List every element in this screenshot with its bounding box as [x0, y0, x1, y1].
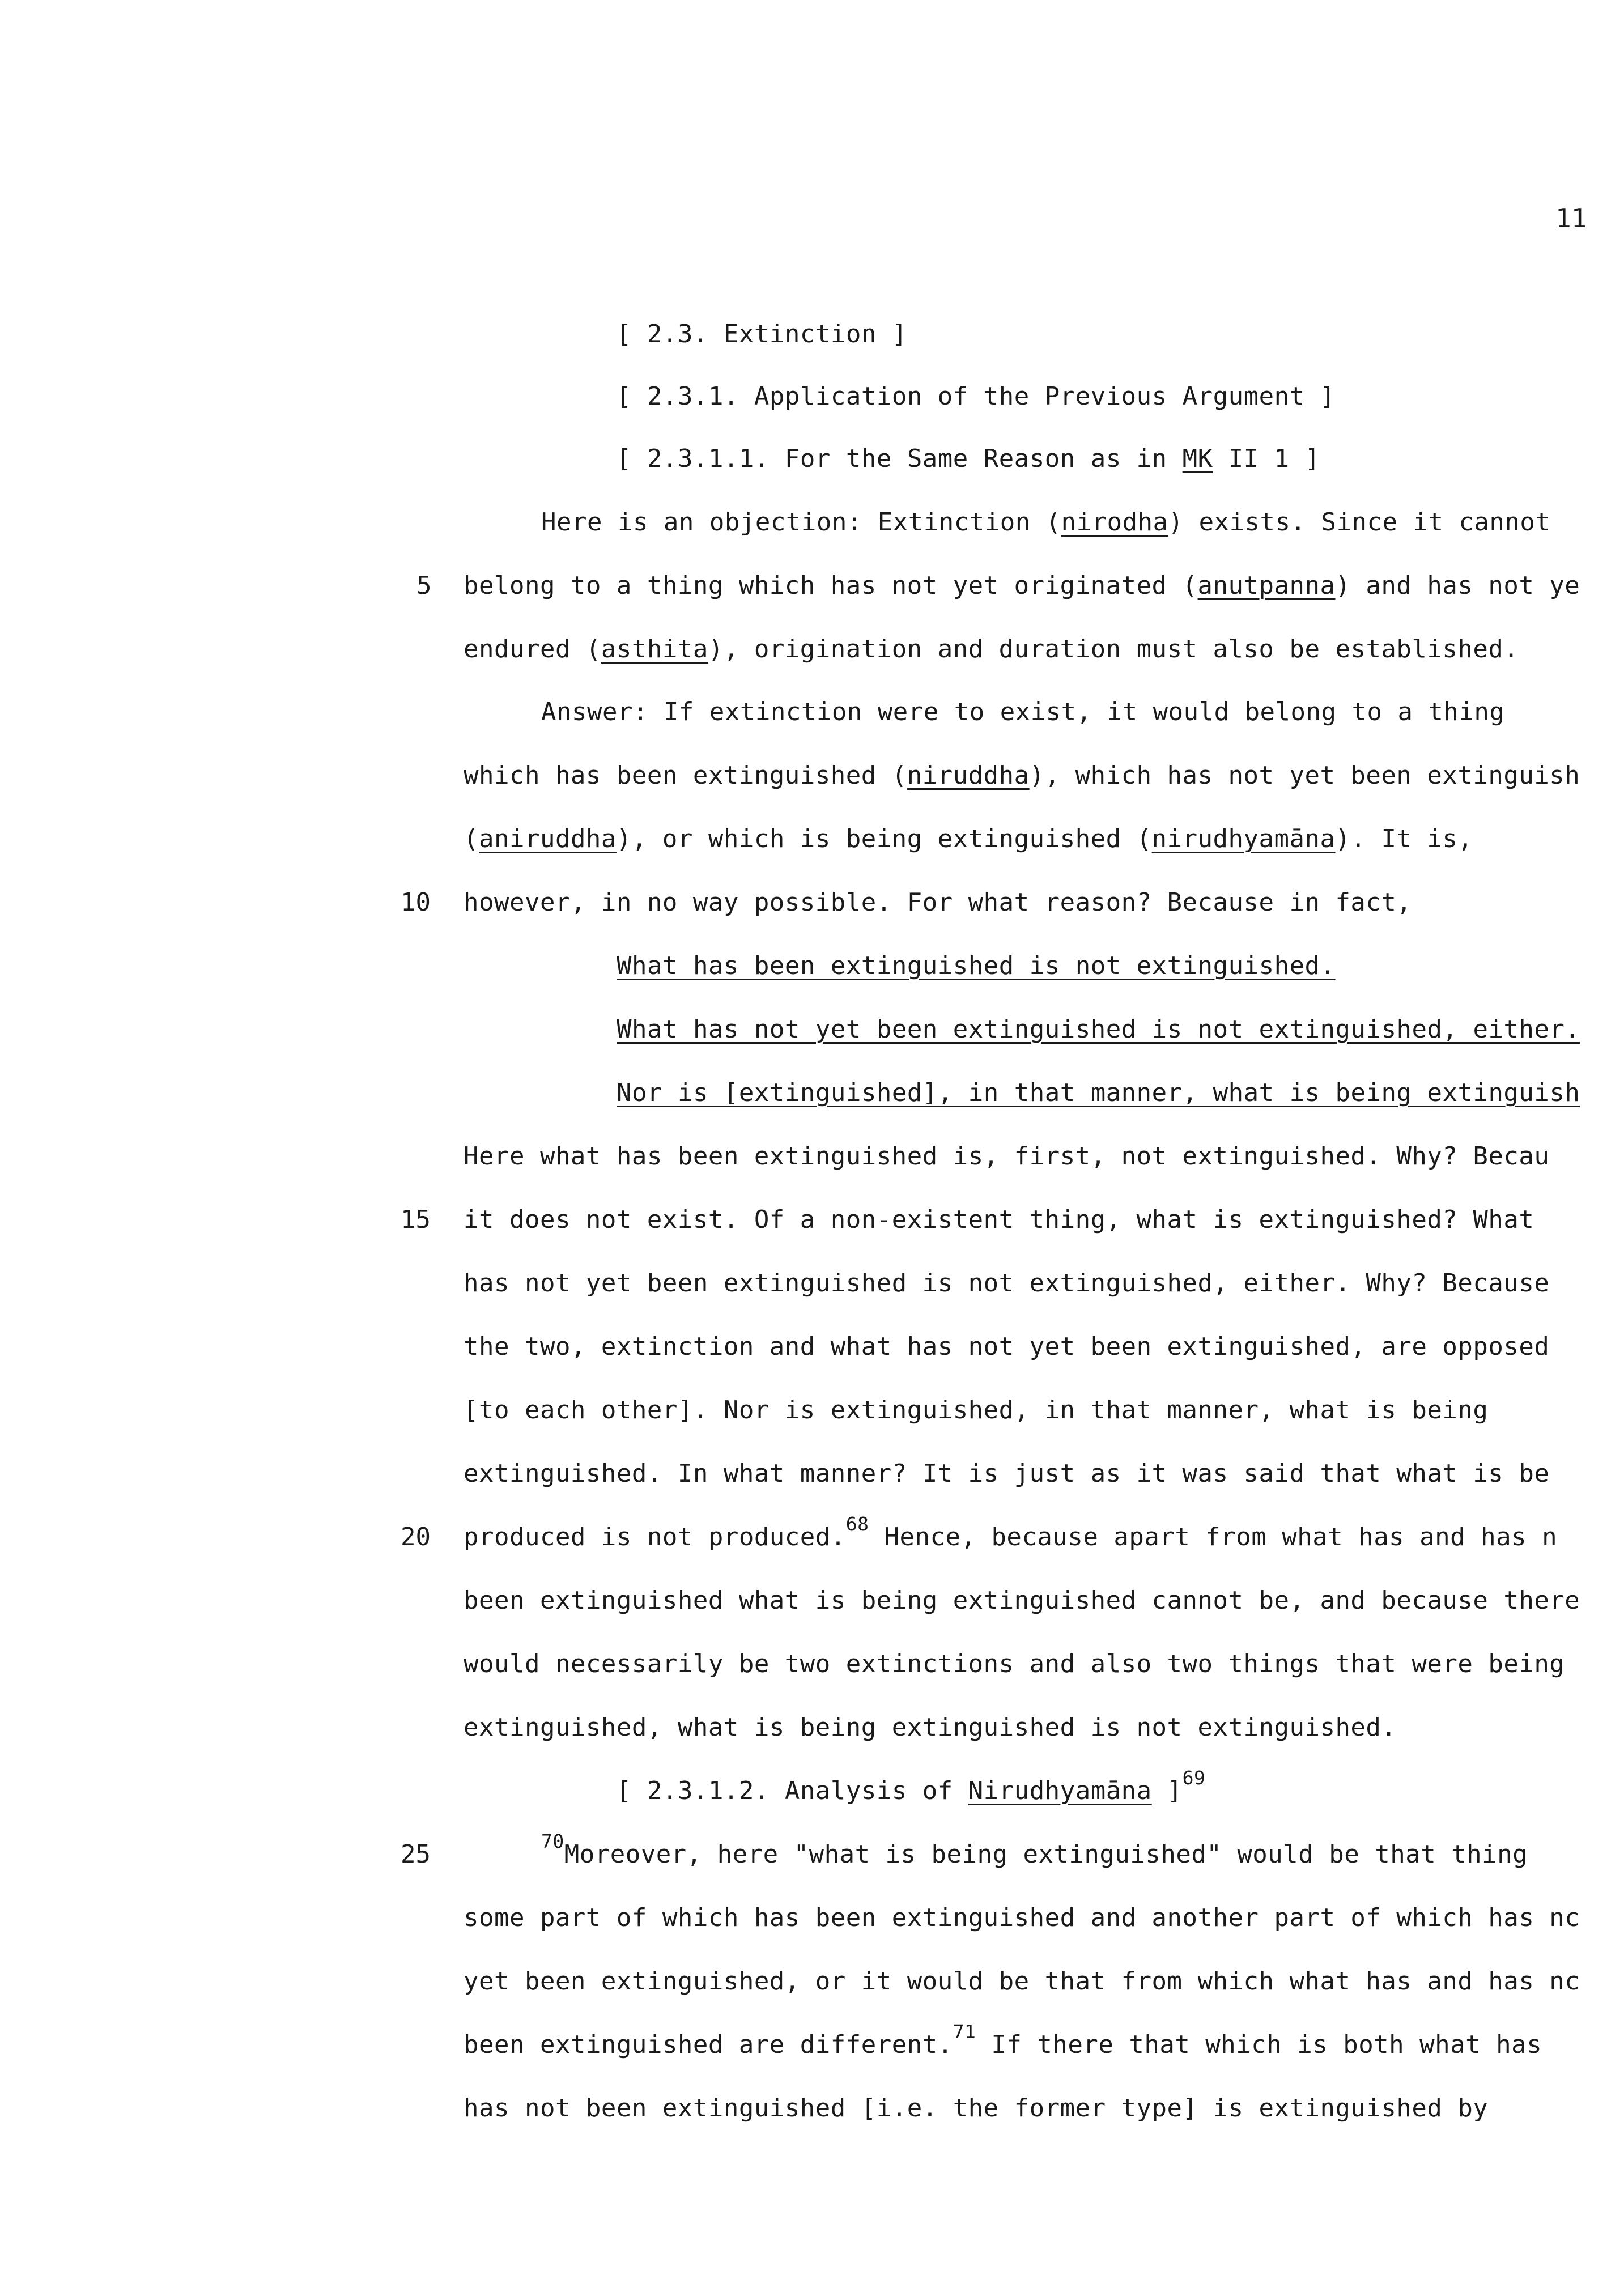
text-run: ), origination and duration must also be established. — [708, 635, 1519, 664]
text-line — [464, 759, 1580, 793]
heading-2-3-1-2 — [617, 1767, 1206, 1810]
text-line: has not been extinguished [i.e. the former type] is extinguished by — [464, 2094, 1489, 2123]
text-line: some part of which has been extinguished and another part of which has nc — [464, 1903, 1580, 1932]
footnote-ref: 69 — [1182, 1767, 1206, 1789]
text-line: been extinguished what is being extinguished cannot be, and because there — [464, 1586, 1580, 1615]
footnote-ref: 70 — [541, 1830, 564, 1852]
heading-text: II 1 ] — [1213, 444, 1320, 473]
text-line: yet been extinguished, or it would be that from which what has and has nc — [464, 1967, 1580, 1996]
text-run: Moreover, here "what is being extinguished" would be that thing — [564, 1840, 1528, 1869]
text-line — [541, 505, 1550, 539]
text-line — [464, 822, 1473, 856]
heading-text: [ 2.3.1.2. Analysis of — [617, 1776, 968, 1805]
heading-2-3-1-1 — [617, 442, 1320, 476]
text-run: ), or which is being extinguished ( — [616, 824, 1152, 853]
text-run: belong to a thing which has not yet originated ( — [464, 571, 1198, 600]
verse-line: Nor is [extinguished], in that manner, what is being extinguish — [617, 1078, 1580, 1107]
text-line — [541, 1830, 1528, 1873]
text-line: the two, extinction and what has not yet been extinguished, are opposed — [464, 1332, 1550, 1361]
text-line: extinguished, what is being extinguished is not extinguished. — [464, 1713, 1397, 1742]
sanskrit-term: aniruddha — [479, 824, 617, 853]
text-run: ( — [464, 824, 479, 853]
text-line: it does not exist. Of a non-existent thing, what is extinguished? What — [464, 1205, 1534, 1234]
heading-2-3: [ 2.3. Extinction ] — [617, 320, 907, 348]
text-run: ), which has not yet been extinguish — [1029, 761, 1580, 790]
text-line — [464, 2021, 1542, 2064]
text-run: Here is an objection: Extinction ( — [541, 508, 1061, 537]
text-line: extinguished. In what manner? It is just as it was said that what is be — [464, 1459, 1550, 1488]
verse-line: What has not yet been extinguished is not extinguished, either. — [617, 1015, 1580, 1044]
text-run: ) and has not ye — [1335, 571, 1580, 600]
text-line — [464, 569, 1580, 603]
text-run: produced is not produced. — [464, 1523, 846, 1551]
line-number: 5 — [416, 571, 432, 600]
text-run: which has been extinguished ( — [464, 761, 907, 790]
text-line: however, in no way possible. For what reason? Because in fact, — [464, 888, 1412, 917]
sanskrit-term: nirodha — [1061, 508, 1168, 537]
line-number: 10 — [401, 888, 431, 917]
line-number: 25 — [401, 1840, 431, 1869]
text-line — [464, 632, 1519, 666]
mk-abbrev: MK — [1182, 444, 1213, 473]
text-run: If there that which is both what has — [976, 2030, 1542, 2059]
text-line — [464, 1513, 1558, 1556]
line-number: 15 — [401, 1205, 431, 1234]
text-run: ) exists. Since it cannot — [1168, 508, 1551, 537]
text-run: been extinguished are different. — [464, 2030, 953, 2059]
text-line: Answer: If extinction were to exist, it would belong to a thing — [541, 698, 1505, 726]
sanskrit-term: Nirudhyamāna — [968, 1776, 1152, 1805]
verse-line: What has been extinguished is not extinguished. — [617, 951, 1336, 980]
text-run: endured ( — [464, 635, 601, 664]
text-run: ). It is, — [1335, 824, 1473, 853]
text-run: Hence, because apart from what has and has n — [869, 1523, 1558, 1551]
line-number: 20 — [401, 1523, 431, 1551]
page-number: 11 — [1555, 203, 1587, 233]
sanskrit-term: asthita — [601, 635, 708, 664]
heading-text: [ 2.3.1.1. For the Same Reason as in — [617, 444, 1183, 473]
text-line: has not yet been extinguished is not extinguished, either. Why? Because — [464, 1269, 1550, 1298]
sanskrit-term: nirudhyamāna — [1151, 824, 1336, 853]
heading-text: ] — [1151, 1776, 1183, 1805]
sanskrit-term: anutpanna — [1197, 571, 1336, 600]
footnote-ref: 71 — [953, 2021, 976, 2043]
text-line: Here what has been extinguished is, first, not extinguished. Why? Becau — [464, 1142, 1550, 1171]
text-line: would necessarily be two extinctions and also two things that were being — [464, 1649, 1565, 1678]
footnote-ref: 68 — [845, 1513, 869, 1535]
sanskrit-term: niruddha — [907, 761, 1030, 790]
text-line: [to each other]. Nor is extinguished, in that manner, what is being — [464, 1396, 1489, 1425]
heading-2-3-1: [ 2.3.1. Application of the Previous Argument ] — [617, 382, 1336, 411]
